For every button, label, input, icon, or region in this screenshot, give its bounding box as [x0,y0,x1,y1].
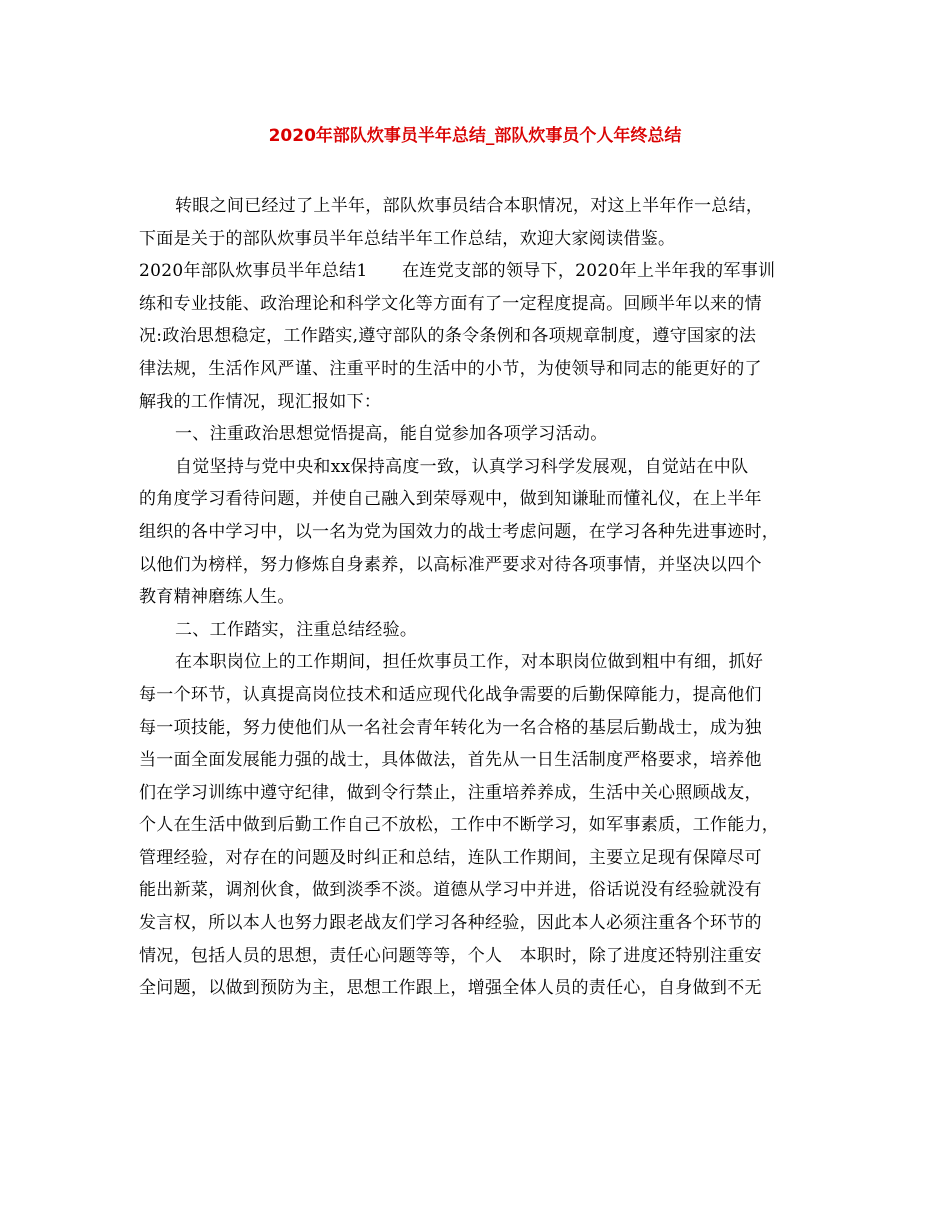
text-line: 管理经验，对存在的问题及时纠正和总结，连队工作期间，主要立足现有保障尽可 [139,847,762,868]
text-line: 每一项技能，努力使他们从一名社会青年转化为一名合格的基层后勤战士，成为独 [139,717,762,738]
text-line: 教育精神磨练人生。 [139,587,295,608]
text-line: 律法规，生活作风严谨、注重平时的生活中的小节，为使领导和同志的能更好的了 [139,358,762,379]
text-line: 转眼之间已经过了上半年，部队炊事员结合本职情况，对这上半年作一总结， [175,196,764,216]
text-line: 当一面全面发展能力强的战士，具体做法，首先从一日生活制度严格要求，培养他 [139,750,762,771]
text-line: 每一个环节，认真提高岗位技术和适应现代化战争需要的后勤保障能力，提高他们 [139,684,762,705]
text-line: 以他们为榜样，努力修炼自身素养，以高标准严要求对待各项事情，并坚决以四个 [139,554,762,575]
text-line: 下面是关于的部队炊事员半年总结半年工作总结，欢迎大家阅读借鉴。 [139,228,676,249]
text-line: 情况，包括人员的思想，责任心问题等等，个人 本职时，除了进度还特别注重安 [139,945,762,966]
text-line: 能出新菜，调剂伙食，做到淡季不淡。道德从学习中并进，俗话说没有经验就没有 [139,880,762,901]
text-line: 二、工作踏实，注重总结经验。 [175,619,418,640]
text-line: 2020年部队炊事员半年总结1 在连党支部的领导下，2020年上半年我的军事训 [139,261,776,282]
text-line: 的角度学习看待问题，并使自己融入到荣辱观中，做到知谦耻而懂礼仪，在上半年 [139,489,762,510]
document-body [139,190,829,1005]
text-line: 组织的各中学习中，以一名为党为国效力的战士考虑问题，在学习各种先进事迹时， [139,521,780,542]
text-line: 自觉坚持与党中央和xx保持高度一致，认真学习科学发展观，自觉站在中队 [175,456,749,477]
text-line: 在本职岗位上的工作期间，担任炊事员工作，对本职岗位做到粗中有细，抓好 [175,652,764,673]
text-line: 全问题，以做到预防为主，思想工作跟上，增强全体人员的责任心，自身做到不无 [139,978,762,999]
text-line: 解我的工作情况，现汇报如下： [139,391,382,412]
text-line: 练和专业技能、政治理论和科学文化等方面有了一定程度提高。回顾半年以来的情 [139,293,762,314]
document-title: 2020年部队炊事员半年总结_部队炊事员个人年终总结 [268,126,682,146]
text-line: 发言权，所以本人也努力跟老战友们学习各种经验，因此本人必须注重各个环节的 [139,913,762,934]
text-line: 一、注重政治思想觉悟提高，能自觉参加各项学习活动。 [175,424,608,445]
text-line: 们在学习训练中遵守纪律，做到令行禁止，注重培养养成，生活中关心照顾战友， [139,782,762,803]
text-line: 个人在生活中做到后勤工作自己不放松，工作中不断学习，如军事素质，工作能力， [139,815,780,836]
text-line: 况:政治思想稳定，工作踏实,遵守部队的条令条例和各项规章制度，遵守国家的法 [139,326,757,347]
